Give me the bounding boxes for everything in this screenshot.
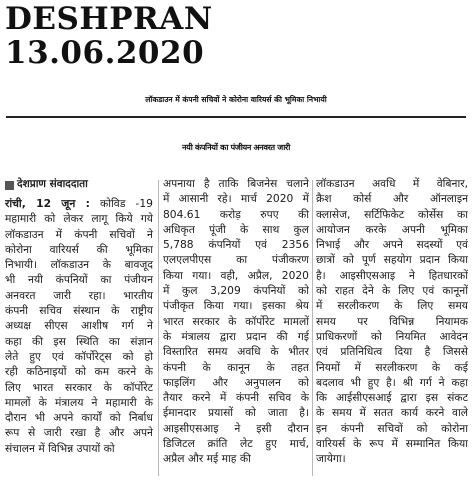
column-line: कंपनी सचिव संस्थान के राष्ट्रीय <box>5 304 153 318</box>
column-line <box>5 196 153 211</box>
column-line: कि आईसीएसआई द्वारा इस संकट <box>316 391 468 405</box>
column-line: पंजीकृत किया गया। इसका श्रेय <box>163 299 309 313</box>
column-line: 5,788 कंपनियों एवं 2356 <box>163 238 309 252</box>
headline-divider <box>6 116 466 118</box>
column-line: विस्तारित समय अवधि के भीतर <box>163 345 309 359</box>
column-line: कंपनी के कानून के तहत <box>163 360 309 374</box>
column-line: लॉकडाउन में कंपनी सचिवों ने <box>5 227 153 241</box>
column-line: अनवरत जारी रहा। भारतीय <box>5 288 153 302</box>
column-line: के मंत्रालय द्वारा प्रदान की गई <box>163 329 309 343</box>
column-line: एवं प्रतिनिधित्व दिया है जिससे <box>316 345 468 359</box>
byline-text: देशप्राण संवाददाता <box>17 178 88 191</box>
column-line: में सरलीकरण के लिए समय <box>316 299 468 313</box>
column-line: क्लासेज, सर्टिफिकेट कोर्सेस का <box>316 207 468 221</box>
article-headline: नयी कंपनियों का पंजीयन अनवरत जारी <box>181 143 291 152</box>
article-kicker: लॉकडाउन में कंपनी सचिवों ने कोरोना वारियर्स की भूमिका निभायी <box>145 95 327 104</box>
paper-name: DESHPRAN <box>5 1 213 37</box>
column-line: लिए भारत सरकार के कॉर्पोरेट <box>5 380 153 394</box>
column-line: कहा की इस स्थिति का संज्ञान <box>5 334 153 348</box>
column-line: बदलाव भी हुए है। श्री गर्ग ने कहा <box>316 375 468 389</box>
column-line: कोरोना वारियर्स की भूमिका <box>5 242 153 256</box>
column-line: महामारी को लेकर लागू किये गये <box>5 212 153 226</box>
column-line: नियमों में सरलीकरण के कई <box>316 360 468 374</box>
column-line: 804.61 करोड़ रुपए की <box>163 207 309 221</box>
column-line: अधिकृत पूंजी के साथ कुल <box>163 222 309 236</box>
column-line: दौरान भी अपने कार्यों को निर्बाध <box>5 411 153 425</box>
column-line: भारत सरकार के कॉर्पोरेट मामलों <box>163 314 309 328</box>
column-line: एलएलपीएस का पंजीकरण <box>163 253 309 267</box>
dateline: रांची, 12 जून : <box>5 197 90 210</box>
column-line: वारियर्स के रूप में सम्मानित किया <box>316 437 468 451</box>
column-divider <box>158 180 159 476</box>
column-line: जायेगा। <box>316 452 346 466</box>
column-line: मामलों के मंत्रालय ने महामारी के <box>5 395 153 409</box>
column-line: छात्रों को पूर्ण सहयोग प्रदान किया <box>316 253 468 267</box>
column-divider <box>312 180 313 476</box>
column-line: फाइलिंग और अनुपालन को <box>163 375 309 389</box>
first-line-text: कोविड -19 <box>100 197 153 210</box>
column-line: आयोजन करके अपनी भूमिका <box>316 222 468 236</box>
column-line: प्राधिकरणों को नियमित आवेदन <box>316 329 468 343</box>
article-column-3 <box>316 176 468 467</box>
column-line: संचालन में विभिन्न उपायों को <box>5 441 115 455</box>
column-1-body <box>5 211 153 456</box>
column-line: लॉकडाउन अवधि में वेबिनार, <box>316 177 468 190</box>
column-line: डिजिटल क्रांति लेट हुए मार्च, <box>163 437 309 451</box>
article-column-2 <box>163 176 309 467</box>
column-line: भी नयी कंपनियों का पंजीयन <box>5 273 153 287</box>
column-line: के समय में सतत कार्य करने वाले <box>316 406 468 420</box>
column-line: अपनाया है ताकि बिजनेस चलाने <box>163 177 309 190</box>
column-line: निभाई और अपने सदस्यों एवं <box>316 238 468 252</box>
column-line: समय पर विभिन्न नियामक <box>316 314 468 328</box>
column-line: रूप से जारी रखा है और अपने <box>5 426 153 440</box>
byline <box>5 176 153 194</box>
column-line: को राहत देने के लिए एवं कानूनों <box>316 284 468 298</box>
article-column-1 <box>5 176 153 456</box>
column-line: अप्रैल और मई माह की <box>163 452 251 466</box>
paper-date: 13.06.2020 <box>5 35 205 71</box>
column-line: अध्यक्ष सीएस आशीष गर्ग ने <box>5 319 153 333</box>
column-line: तैयार करने में कंपनी सचिव के <box>163 391 309 405</box>
column-line: है। आइसीएसआइ ने हितधारकों <box>316 268 468 282</box>
column-line: क्रैश कोर्स और ऑनलाइन <box>316 192 468 206</box>
column-line: ईमानदार प्रयासों को जाता है। <box>163 406 309 420</box>
column-line: आइसीएसआइ ने इसी दौरान <box>163 421 309 435</box>
newspaper-masthead <box>5 2 213 70</box>
column-line: में कुल 3,209 कंपनियों को <box>163 284 309 298</box>
column-line: किया गया। वही, अप्रैल, 2020 <box>163 268 309 282</box>
column-line: इन कंपनी सचिवों को कोरोना <box>316 421 468 435</box>
column-line: रही कठिनाइयों को कम करने के <box>5 365 153 379</box>
column-line: में आसानी रहे। मार्च 2020 में <box>163 192 309 206</box>
column-line: निभायी। लॉकडाउन के बावजूद <box>5 258 153 272</box>
byline-marker-icon <box>5 181 14 190</box>
column-line: लेते हुए एवं कॉर्पोरेट्स को हो <box>5 349 153 363</box>
